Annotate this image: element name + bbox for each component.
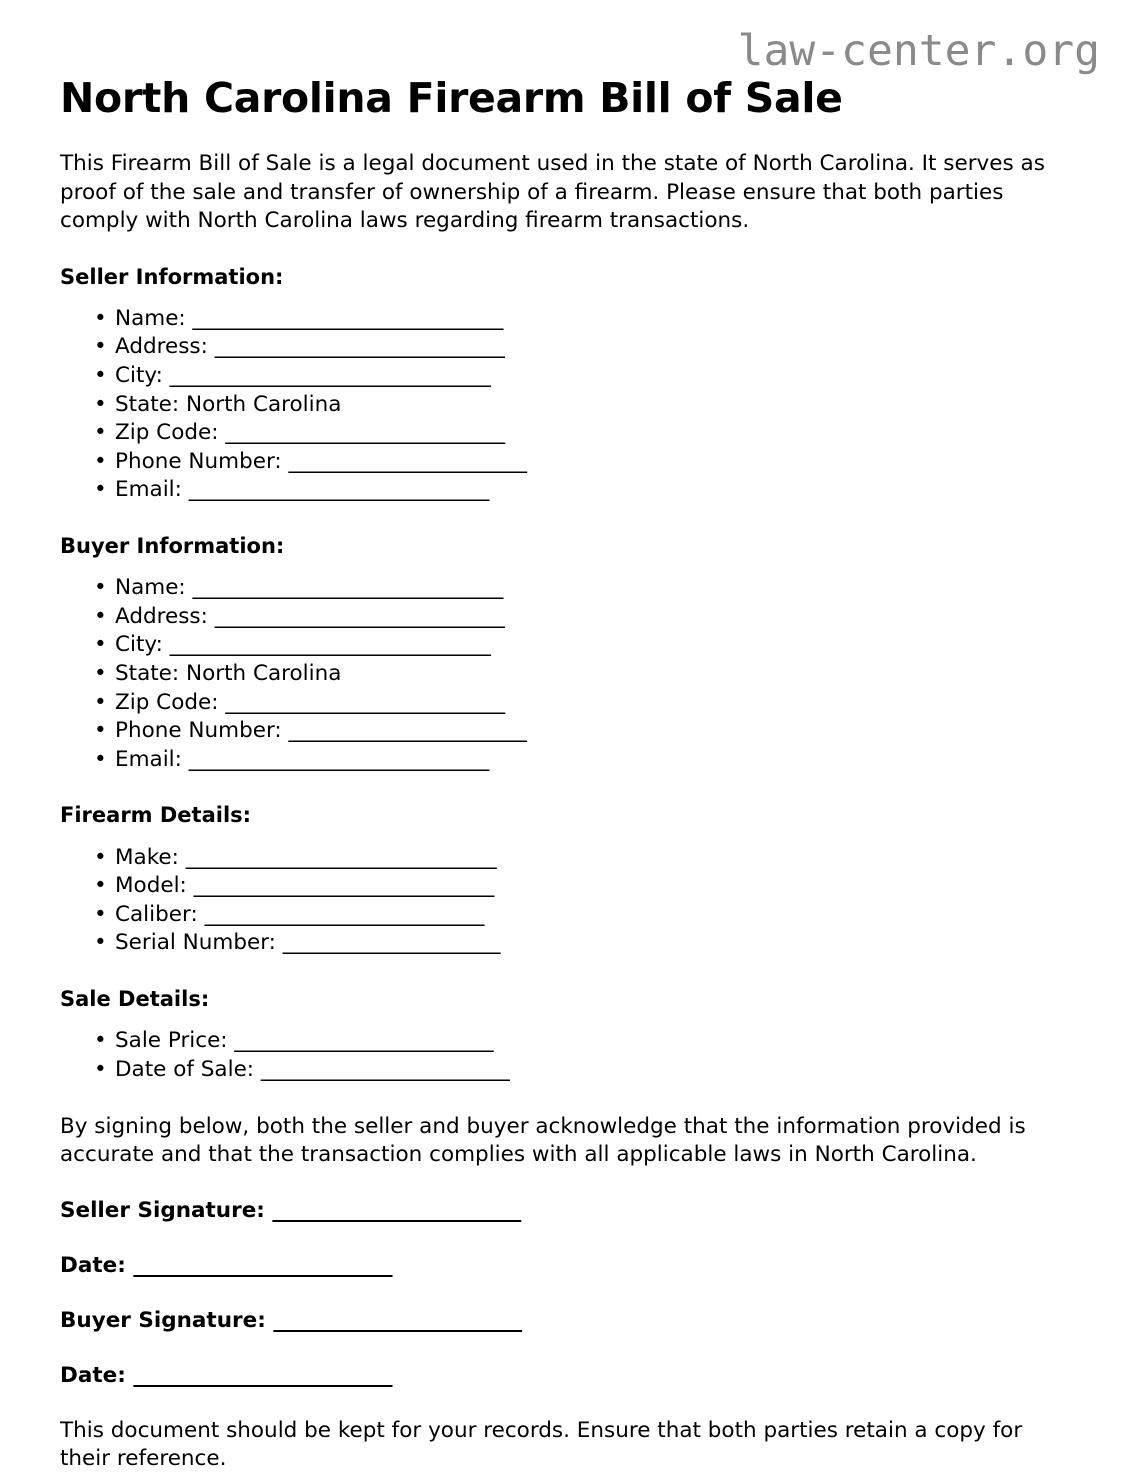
seller-signature-label: Seller Signature: xyxy=(60,1198,265,1224)
field-label: Sale Price: xyxy=(115,1028,228,1054)
list-item xyxy=(60,574,1080,603)
field-label: Phone Number: xyxy=(115,448,282,474)
list-item xyxy=(60,362,1080,391)
field-label: Name: xyxy=(115,305,186,331)
field-label: Phone Number: xyxy=(115,718,282,744)
field-blank[interactable]: ______________________________ xyxy=(192,305,504,331)
list-item xyxy=(60,901,1080,930)
buyer-date-label: Date: xyxy=(60,1363,126,1389)
field-label: Date of Sale: xyxy=(115,1056,255,1082)
field-label: State: xyxy=(115,661,180,687)
list-item xyxy=(60,929,1080,958)
field-blank[interactable]: ___________________________ xyxy=(225,420,505,446)
field-value: North Carolina xyxy=(186,391,342,417)
buyer-date-blank[interactable]: _________________________ xyxy=(133,1363,393,1389)
field-label: City: xyxy=(115,362,163,388)
field-label: Caliber: xyxy=(115,901,198,927)
field-value: North Carolina xyxy=(186,661,342,687)
acknowledgment-paragraph: By signing below, both the seller and buyer acknowledge that the information provided is accurate and that the transaction complies with all applicable laws in North Carolina. xyxy=(60,1113,1026,1167)
closing-paragraph: This document should be kept for your records. Ensure that both parties retain a copy for their reference. xyxy=(60,1418,1023,1472)
list-item xyxy=(60,476,1080,505)
field-blank[interactable]: ____________________________ xyxy=(214,603,505,629)
field-blank[interactable]: _____________________ xyxy=(282,930,501,956)
firearm-details-list xyxy=(60,844,1080,958)
field-label: Email: xyxy=(115,477,182,503)
list-item xyxy=(60,448,1080,477)
buyer-information-heading: Buyer Information: xyxy=(60,533,285,558)
list-item xyxy=(60,872,1080,901)
buyer-information-list xyxy=(60,574,1080,774)
firearm-details-heading: Firearm Details: xyxy=(60,803,252,828)
field-label: Serial Number: xyxy=(115,930,276,956)
seller-date-row xyxy=(60,1252,1080,1280)
field-label: Zip Code: xyxy=(115,689,219,715)
seller-information-list xyxy=(60,305,1080,505)
field-blank[interactable]: _______________________ xyxy=(288,448,527,474)
field-blank[interactable]: _______________________________ xyxy=(169,362,491,388)
list-item xyxy=(60,333,1080,362)
document-content xyxy=(60,74,1080,1474)
seller-date-label: Date: xyxy=(60,1253,126,1279)
site-watermark: law-center.org xyxy=(737,26,1100,76)
field-blank[interactable]: ___________________________ xyxy=(204,901,485,927)
field-label: Zip Code: xyxy=(115,420,219,446)
list-item xyxy=(60,689,1080,718)
list-item xyxy=(60,1056,1080,1085)
buyer-date-row xyxy=(60,1362,1080,1390)
seller-date-blank[interactable]: _________________________ xyxy=(133,1253,393,1279)
sale-details-heading: Sale Details: xyxy=(60,987,210,1012)
field-blank[interactable]: _____________________________ xyxy=(188,477,489,503)
page-title: North Carolina Firearm Bill of Sale xyxy=(60,74,843,122)
buyer-signature-label: Buyer Signature: xyxy=(60,1308,266,1334)
list-item xyxy=(60,717,1080,746)
intro-paragraph: This Firearm Bill of Sale is a legal document used in the state of North Carolina. It serves as proof of the sale and transfer of ownership of a firearm. Please ensure that both parties comply with North Carolina laws regarding firearm transactions. xyxy=(60,151,1045,234)
field-label: Email: xyxy=(115,746,182,772)
list-item xyxy=(60,631,1080,660)
list-item xyxy=(60,391,1080,420)
field-label: Make: xyxy=(115,844,179,870)
field-label: Model: xyxy=(115,873,187,899)
seller-signature-blank[interactable]: ________________________ xyxy=(272,1198,521,1224)
list-item xyxy=(60,844,1080,873)
buyer-signature-row xyxy=(60,1307,1080,1335)
field-blank[interactable]: ____________________________ xyxy=(214,334,505,360)
field-blank[interactable]: _________________________ xyxy=(234,1028,494,1054)
field-blank[interactable]: _______________________ xyxy=(288,718,527,744)
field-blank[interactable]: _____________________________ xyxy=(188,746,489,772)
field-blank[interactable]: ______________________________ xyxy=(192,575,504,601)
field-blank[interactable]: ________________________ xyxy=(260,1056,510,1082)
field-label: City: xyxy=(115,632,163,658)
field-label: Address: xyxy=(115,334,208,360)
field-label: Address: xyxy=(115,603,208,629)
buyer-signature-blank[interactable]: ________________________ xyxy=(273,1308,522,1334)
field-blank[interactable]: ___________________________ xyxy=(225,689,505,715)
field-label: State: xyxy=(115,391,180,417)
list-item xyxy=(60,419,1080,448)
list-item xyxy=(60,660,1080,689)
seller-information-heading: Seller Information: xyxy=(60,264,284,289)
field-blank[interactable]: _____________________________ xyxy=(193,873,494,899)
list-item xyxy=(60,1027,1080,1056)
field-blank[interactable]: _______________________________ xyxy=(169,632,491,658)
list-item xyxy=(60,746,1080,775)
list-item xyxy=(60,305,1080,334)
list-item xyxy=(60,603,1080,632)
seller-signature-row xyxy=(60,1197,1080,1225)
field-blank[interactable]: ______________________________ xyxy=(185,844,497,870)
field-label: Name: xyxy=(115,575,186,601)
sale-details-list xyxy=(60,1027,1080,1084)
